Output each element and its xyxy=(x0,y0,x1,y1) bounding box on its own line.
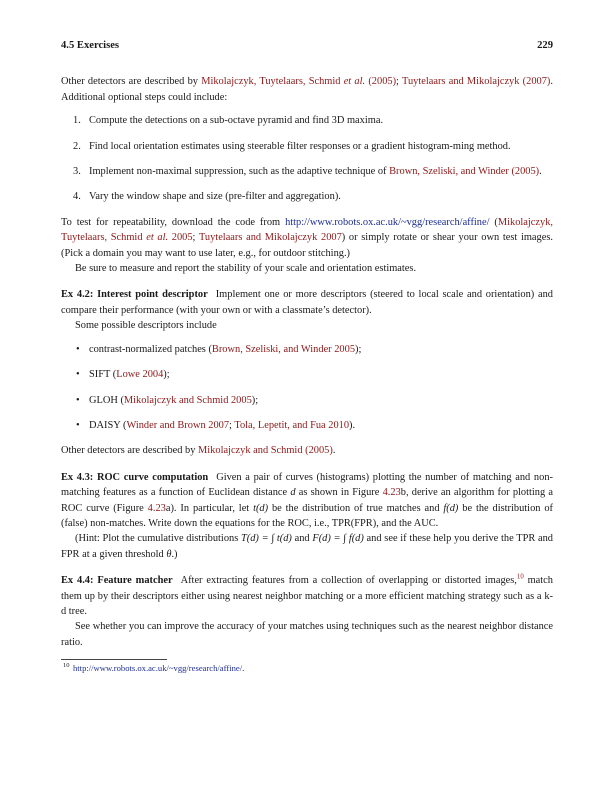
citation-mikolajczyk-2005[interactable] xyxy=(201,76,396,87)
list-item-text: ; xyxy=(229,419,235,431)
citation-brown-2005[interactable]: Brown, Szeliski, and Winder 2005 xyxy=(211,343,356,355)
list-item-text: ); xyxy=(355,343,362,355)
list-item-text: ). xyxy=(349,419,356,431)
citation-mikolajczyk-schmid-2005[interactable]: Mikolajczyk and Schmid 2005 xyxy=(123,394,252,406)
paragraph-text: . xyxy=(332,445,336,457)
paragraph-text: ) or simply rotate or shear your own test images. (Pick a domain you may want to use later, e.g., for outdoor stitching.) xyxy=(61,232,553,259)
citation-authors: Mikolajczyk, Tuytelaars, Schmid xyxy=(201,76,344,88)
citation-year: (2007) xyxy=(519,76,551,88)
list-item-text: contrast-normalized patches ( xyxy=(89,343,212,355)
hint-text: and see if these help you derive the TPR and FPR at a given threshold xyxy=(61,533,553,560)
citation-tola-2010[interactable]: Tola, Lepetit, and Fua 2010 xyxy=(234,419,350,431)
list-item xyxy=(61,189,553,204)
citation-etal: et al. xyxy=(146,232,169,244)
other-detectors-paragraph xyxy=(61,443,553,458)
list-item xyxy=(61,139,553,154)
list-item-text: ); xyxy=(251,394,259,406)
list-item-text: Vary the window shape and size (pre-filter and aggregation). xyxy=(89,191,341,203)
citation-tuytelaars-2007[interactable]: Tuytelaars and Mikolajczyk 2007 xyxy=(198,232,342,244)
intro-paragraph xyxy=(61,74,553,105)
bullet-icon: • xyxy=(76,369,80,381)
citation-year: (2005) xyxy=(365,76,397,88)
math-expression: t(d) xyxy=(253,502,269,514)
list-item-text: GLOH ( xyxy=(89,394,124,406)
exercise-text: Given a pair of curves (histograms) plotting the number of matching and non-matching features as a function of Euclidean distance xyxy=(61,471,553,499)
hint-paragraph xyxy=(61,531,553,562)
citation-year: (2005) xyxy=(302,445,333,457)
intro-text-1: Other detectors are described by xyxy=(61,76,202,88)
spacer xyxy=(61,459,553,470)
descriptors-intro: Some possible descriptors include xyxy=(75,320,217,332)
citation-authors: Mikolajczyk and Schmid xyxy=(198,445,303,457)
intro-text-2: ; xyxy=(396,76,402,88)
footnote-url-link[interactable]: http://www.robots.ox.ac.uk/~vgg/research/affine/ xyxy=(73,663,243,674)
exercise-text: be the distribution of (false) non-matches. Write down the equations for the ROC, i.e., TPR(FPR), and the AUC. xyxy=(61,502,553,529)
repeatability-paragraph xyxy=(61,215,553,261)
list-item-text: Compute the detections on a sub-octave pyramid and find 3D maxima. xyxy=(89,115,384,127)
intro-text-3: . Additional optional steps could include: xyxy=(61,76,553,103)
paragraph-text: To test for repeatability, download the code from xyxy=(61,216,286,228)
citation-mikolajczyk-schmid-2005[interactable] xyxy=(198,445,333,456)
exercise-4-4 xyxy=(61,573,553,619)
citation-lowe-2004[interactable]: Lowe 2004 xyxy=(116,369,164,381)
accuracy-paragraph: See whether you can improve the accuracy of your matches using techniques such as the nearest neighbor distance ratio. xyxy=(61,621,553,648)
spacer xyxy=(61,276,553,287)
footnote-divider xyxy=(61,659,167,660)
list-number: 4. xyxy=(73,191,81,203)
citation-etal: et al. xyxy=(343,76,366,88)
footnote-number: 10 xyxy=(63,662,70,670)
exercise-text: Implement one or more descriptors (steered to local scale and orientation) and compare their performance (with your own or with a classmate’s detector). xyxy=(61,289,554,316)
hint-text: .) xyxy=(171,548,178,560)
spacer xyxy=(61,562,553,573)
descriptor-list xyxy=(61,342,553,434)
bullet-icon: • xyxy=(76,419,80,431)
math-expression: f(d) xyxy=(443,502,459,514)
exercise-text: b, derive an algorithm for plotting a ROC curve (Figure xyxy=(61,487,553,514)
hint-text: and xyxy=(291,533,313,545)
exercise-text: After extracting features from a collection of overlapping or distorted images, xyxy=(180,575,517,587)
citation-tuytelaars-2007[interactable] xyxy=(402,76,550,87)
running-header xyxy=(61,38,553,53)
paragraph-text: ; xyxy=(192,232,199,244)
citation-brown-2005[interactable] xyxy=(389,166,539,177)
figure-ref-4-23[interactable]: 4.23 xyxy=(382,487,401,499)
citation-authors: Mikolajczyk, Tuytelaars, Schmid xyxy=(61,216,554,244)
footnote xyxy=(61,663,553,674)
list-item-text: SIFT ( xyxy=(89,369,117,381)
exercise-4-3 xyxy=(61,470,553,532)
exercise-title: Ex 4.2: Interest point descriptor xyxy=(61,289,208,301)
exercise-text: match them up by their descriptors either using nearest neighbor matching or a more efficient matching strategy such as a k-d tree. xyxy=(61,575,553,617)
list-item xyxy=(61,113,553,128)
optional-steps-list xyxy=(61,113,553,205)
hint-text: (Hint: Plot the cumulative distributions xyxy=(75,533,241,545)
list-item-text: DAISY ( xyxy=(89,419,127,431)
citation-winder-brown-2007[interactable]: Winder and Brown 2007 xyxy=(126,419,230,431)
list-item-text: Implement non-maximal suppression, such as the adaptive technique of xyxy=(89,166,390,178)
list-number: 2. xyxy=(73,140,81,152)
list-item-text: . xyxy=(539,166,542,178)
page-number: 229 xyxy=(537,40,553,51)
math-variable: θ xyxy=(166,548,172,560)
exercise-4-2 xyxy=(61,287,553,318)
list-item xyxy=(61,342,553,357)
footnote-text: . xyxy=(242,663,245,674)
exercise-text: be the distribution of true matches and xyxy=(268,502,444,514)
math-expression: F(d) = ∫ f(d) xyxy=(312,533,364,545)
footnote-marker[interactable]: 10 xyxy=(516,573,524,581)
list-item xyxy=(61,418,553,433)
section-title: 4.5 Exercises xyxy=(61,40,120,51)
document-page xyxy=(61,38,553,674)
stability-paragraph: Be sure to measure and report the stability of your scale and orientation estimates. xyxy=(75,263,417,275)
list-item xyxy=(61,164,553,179)
figure-ref-4-23[interactable]: 4.23 xyxy=(147,502,166,514)
list-item xyxy=(61,367,553,382)
citation-year: (2005) xyxy=(508,166,540,178)
bullet-icon: • xyxy=(76,343,80,355)
exercise-text: a). In particular, let xyxy=(165,502,254,514)
paragraph-text: ( xyxy=(489,216,498,228)
exercise-title: Ex 4.4: Feature matcher xyxy=(61,575,173,587)
citation-authors: Tuytelaars and Mikolajczyk xyxy=(401,76,520,88)
list-item-text: ); xyxy=(163,369,170,381)
list-item xyxy=(61,393,553,408)
bullet-icon: • xyxy=(76,394,80,406)
vgg-url-link[interactable]: http://www.robots.ox.ac.uk/~vgg/research/affine/ xyxy=(285,216,490,228)
math-expression: T(d) = ∫ t(d) xyxy=(240,533,292,545)
list-number: 1. xyxy=(73,115,81,127)
citation-year: 2005 xyxy=(168,232,193,244)
exercise-text: as shown in Figure xyxy=(295,487,383,499)
list-number: 3. xyxy=(73,166,81,178)
math-variable: d xyxy=(290,487,296,499)
paragraph-text: Other detectors are described by xyxy=(61,445,199,457)
citation-authors: Brown, Szeliski, and Winder xyxy=(389,166,509,178)
list-item-text: Find local orientation estimates using steerable filter responses or a gradient histogram-ming method. xyxy=(89,140,511,152)
exercise-title: Ex 4.3: ROC curve computation xyxy=(61,471,209,483)
